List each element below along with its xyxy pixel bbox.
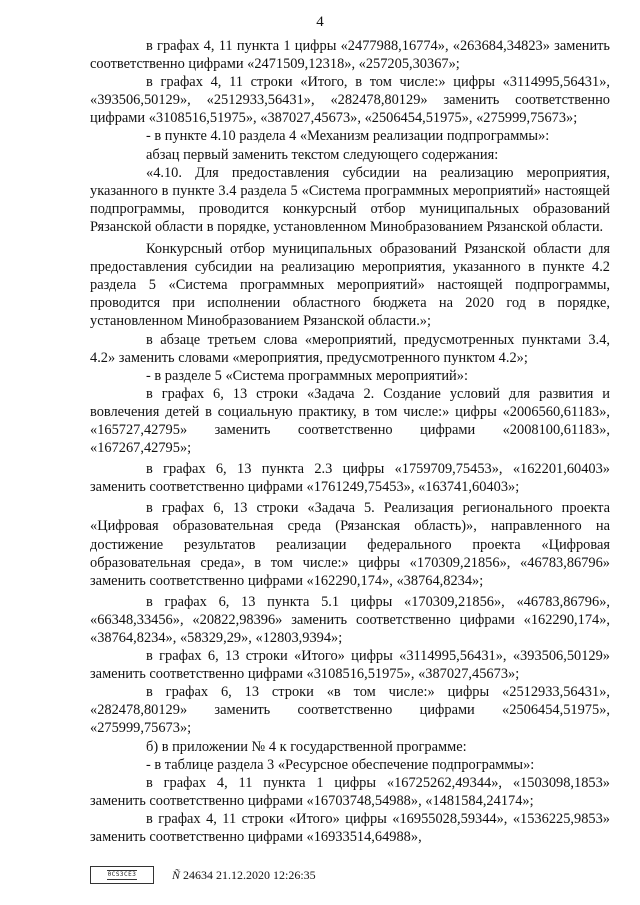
paragraph: Конкурсный отбор муниципальных образований Рязанской области для предоставления субсидии на реализацию мероприятия, указанного в пункте 4.2 раздела 5 «Система программных мероприятий» настоящей подпрограммы, проводится при исполнении областного бюджета на 2020 год в порядке, установленном Минобразованием Рязанской области.»;: [90, 241, 610, 330]
paragraph: абзац первый заменить текстом следующего содержания:: [146, 146, 499, 163]
paragraph: в абзаце третьем слова «мероприятий, предусмотренных пунктами 3.4, 4.2» заменить словами «мероприятия, предусмотренного пунктом 4.2»;: [90, 331, 610, 366]
registration-mark: [172, 868, 316, 883]
paragraph: - в таблице раздела 3 «Ресурсное обеспечение подпрограммы»:: [146, 756, 535, 773]
paragraph: в графах 6, 13 строки «в том числе:» цифры «2512933,56431», «282478,80129» заменить соответственно цифрами «2506454,51975», «275999,75673»;: [90, 684, 610, 737]
document-body: [90, 37, 610, 846]
paragraph: в графах 6, 13 строки «Задача 2. Создание условий для развития и вовлечения детей в социальную практику, в том числе:» цифры «2006560,61183», «165727,42795» заменить соответственно цифрами «2008100,61183», «167267,42795»;: [90, 385, 610, 457]
paragraph: б) в приложении № 4 к государственной программе:: [146, 738, 467, 755]
page-number: 4: [316, 14, 324, 30]
paragraph: в графах 6, 13 строки «Задача 5. Реализация регионального проекта «Цифровая образовательная среда (Рязанская область)», направленного на достижение результатов реализации федерального проекта «Цифровая образовательная среда», в том числе:» цифры «170309,21856», «46783,86796» заменить соответственно цифрами «162290,174», «38764,8234»;: [90, 500, 610, 589]
paragraph: - в пункте 4.10 раздела 4 «Механизм реализации подпрограммы»:: [146, 128, 550, 145]
paragraph: в графах 4, 11 строки «Итого» цифры «16955028,59344», «1536225,9853» заменить соответственно цифрами «16933514,64988»,: [90, 810, 610, 846]
paragraph: «4.10. Для предоставления субсидии на реализацию мероприятия, указанного в пункте 3.4 раздела 5 «Система программных мероприятий» настоящей подпрограммы, проводится конкурсный отбор муниципальных образований Рязанской области в порядке, установленном Минобразованием Рязанской области.: [90, 164, 610, 235]
barcode-stamp: [90, 866, 154, 884]
paragraph: в графах 4, 11 пункта 1 цифры «16725262,49344», «1503098,1853» заменить соответственно цифрами «16703748,54988», «1481584,24174»;: [90, 774, 610, 809]
paragraph: в графах 4, 11 строки «Итого, в том числе:» цифры «3114995,56431», «393506,50129», «2512933,56431», «282478,80129» заменить соответственно цифрами «3108516,51975», «387027,45673», «2506454,51975», «275999,75673»;: [90, 74, 610, 127]
registration-symbol: Ñ: [172, 867, 181, 882]
paragraph: в графах 6, 13 строки «Итого» цифры «3114995,56431», «393506,50129» заменить соответственно цифрами «3108516,51975», «387027,45673»;: [90, 648, 610, 683]
paragraph: в графах 6, 13 пункта 2.3 цифры «1759709,75453», «162201,60403» заменить соответственно цифрами «1761249,75453», «163741,60403»;: [90, 461, 610, 496]
registration-text: 24634 21.12.2020 12:26:35: [183, 867, 316, 882]
paragraph: в графах 4, 11 пункта 1 цифры «2477988,16774», «263684,34823» заменить соответственно цифрами «2471509,12318», «257205,30367»;: [90, 38, 610, 73]
document-footer: [90, 866, 316, 884]
paragraph: в графах 6, 13 пункта 5.1 цифры «170309,21856», «46783,86796», «66348,33456», «20822,98396» заменить соответственно цифрами «162290,174», «38764,8234», «58329,29», «12803,9394»;: [90, 593, 610, 646]
stamp-text: 0CS3CE3: [107, 871, 137, 878]
paragraph: - в разделе 5 «Система программных мероприятий»:: [146, 367, 468, 384]
